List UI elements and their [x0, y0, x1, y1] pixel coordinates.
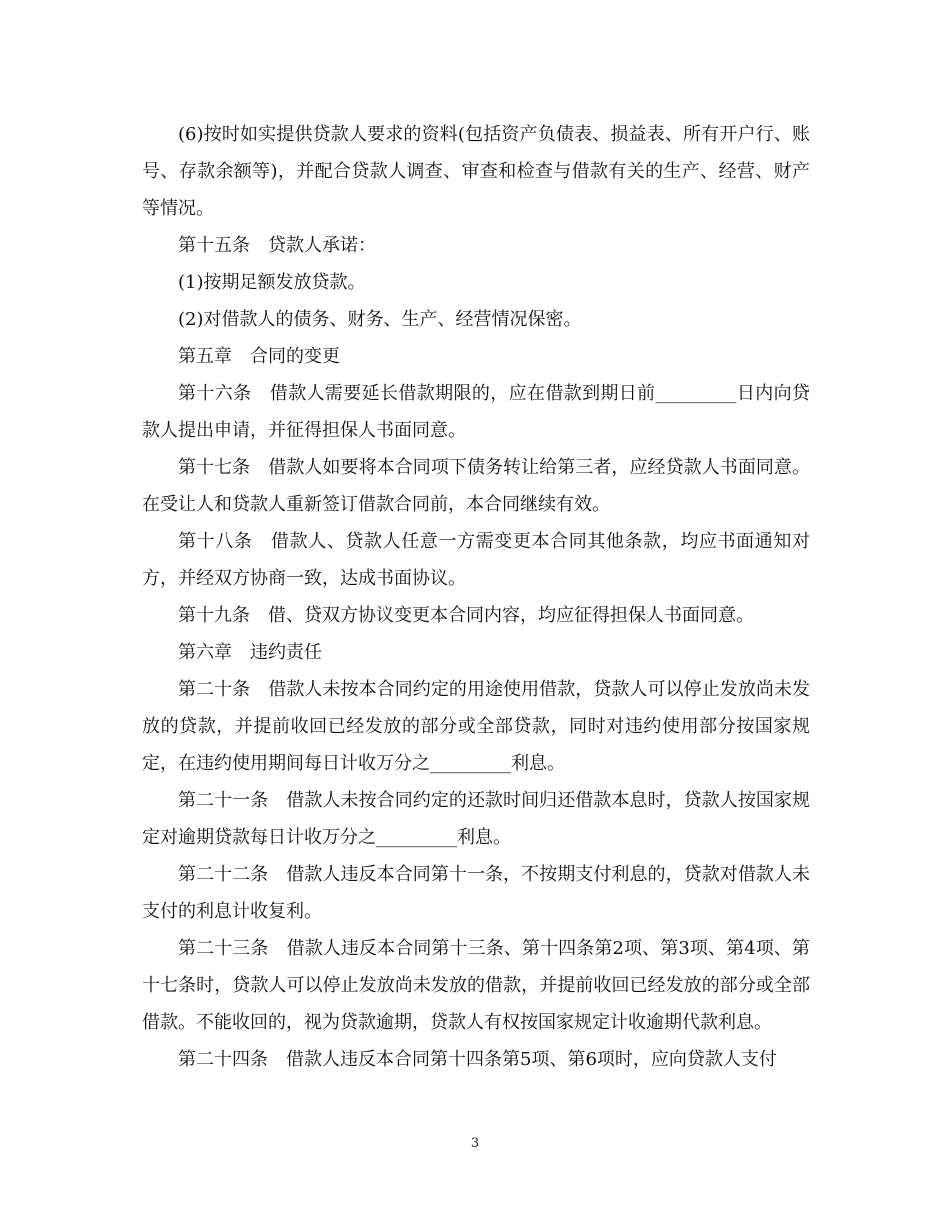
lender-promise-1: (1)按期足额发放贷款。	[178, 272, 366, 293]
page-number: 3	[470, 1136, 480, 1151]
article-19: 第十九条 借、贷双方协议变更本合同内容，均应征得担保人书面同意。	[178, 605, 754, 626]
article-17: 第十七条 借款人如要将本合同项下债务转让给第三者，应经贷款人书面同意。在受让人和贷款人重新签订借款合同前，本合同继续有效。	[142, 457, 810, 515]
article-21: 第二十一条 借款人未按合同约定的还款时间归还借款本息时，贷款人按国家规定对逾期贷款每日计收万分之_________利息。	[142, 790, 810, 848]
page-body	[142, 116, 810, 1078]
article-18: 第十八条 借款人、贷款人任意一方需变更本合同其他条款，均应书面通知对方，并经双方协商一致，达成书面协议。	[142, 531, 810, 589]
lender-promise-2: (2)对借款人的债务、财务、生产、经营情况保密。	[178, 309, 582, 330]
paragraph-item-6: (6)按时如实提供贷款人要求的资料(包括资产负债表、损益表、所有开户行、账号、存款余额等)，并配合贷款人调查、审查和检查与借款有关的生产、经营、财产等情况。	[142, 124, 810, 219]
chapter-5-heading: 第五章 合同的变更	[178, 346, 340, 367]
article-22: 第二十二条 借款人违反本合同第十一条，不按期支付利息的，贷款对借款人未支付的利息计收复利。	[142, 864, 810, 922]
article-20: 第二十条 借款人未按本合同约定的用途使用借款，贷款人可以停止发放尚未发放的贷款，并提前收回已经发放的部分或全部贷款，同时对违约使用部分按国家规定，在违约使用期间每日计收万分之_________利息。	[142, 679, 810, 774]
article-24: 第二十四条 借款人违反本合同第十四条第5项、第6项时，应向贷款人支付	[178, 1049, 777, 1070]
article-16: 第十六条 借款人需要延长借款期限的，应在借款到期日前_________日内向贷款人提出申请，并征得担保人书面同意。	[142, 383, 810, 441]
article-15-heading: 第十五条 贷款人承诺：	[178, 235, 376, 256]
article-23: 第二十三条 借款人违反本合同第十三条、第十四条第2项、第3项、第4项、第十七条时，贷款人可以停止发放尚未发放的借款，并提前收回已经发放的部分或全部借款。不能收回的，视为贷款逾期，贷款人有权按国家规定计收逾期代款利息。	[142, 938, 810, 1033]
chapter-6-heading: 第六章 违约责任	[178, 642, 322, 663]
